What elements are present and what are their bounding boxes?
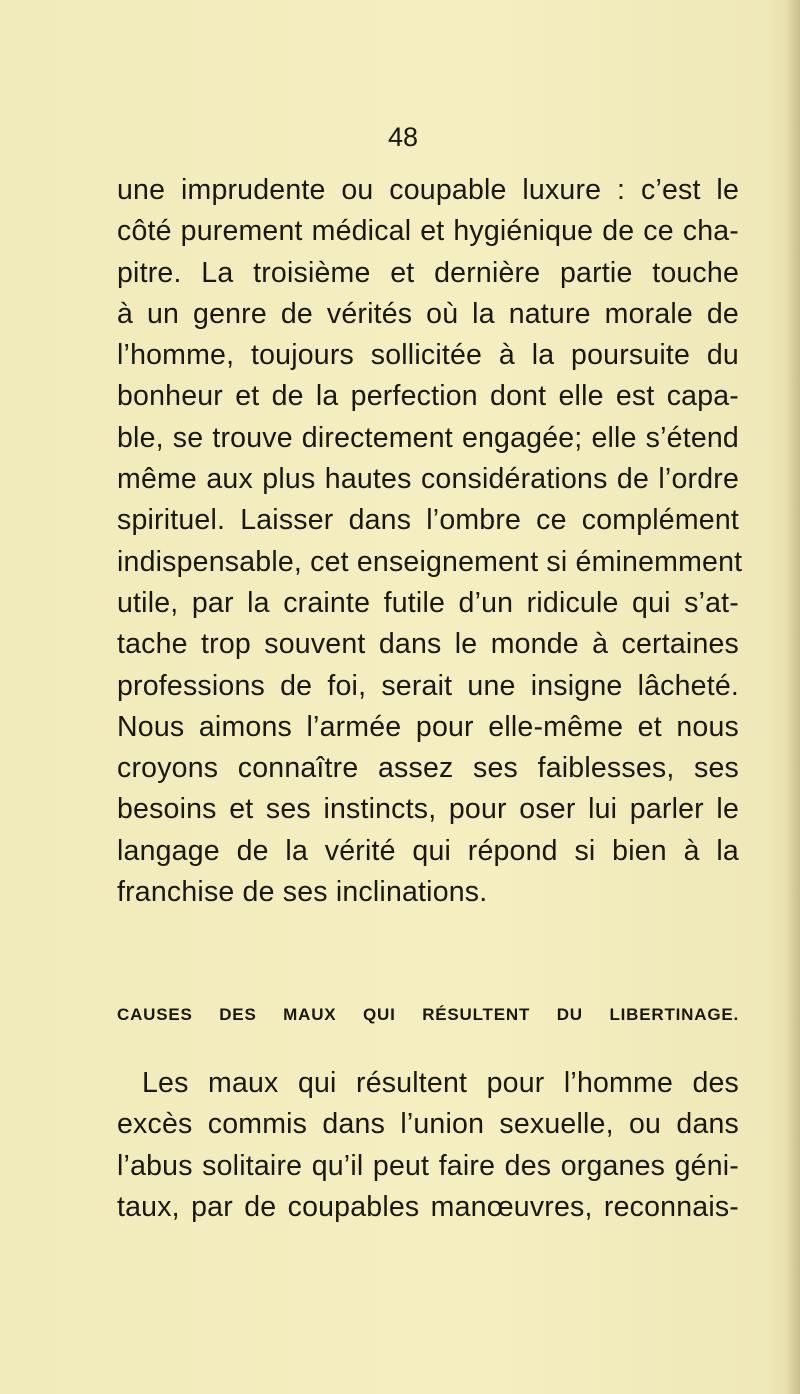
text-line: croyons connaître assez ses faiblesses, ses [117,752,739,785]
text-line: Les maux qui résultent pour l’homme des [142,1067,739,1099]
text-line: professions de foi, serait une insigne lâcheté. [117,669,739,702]
text-line: à un genre de vérités où la nature morale de [117,297,739,330]
section-heading: CAUSES DES MAUX QUI RÉSULTENT DU LIBERTINAGE. [117,1005,739,1024]
text-line: l’abus solitaire qu’il peut faire des organes géni- [117,1149,739,1182]
page-edge-shadow [786,0,800,1394]
text-line: bonheur et de la perfection dont elle est capa- [117,380,739,413]
text-line: côté purement médical et hygiénique de ce cha- [117,215,739,248]
text-line: taux, par de coupables manœuvres, reconnais- [117,1190,739,1223]
text-line: besoins et ses instincts, pour oser lui parler le [117,793,739,826]
text-line: utile, par la crainte futile d’un ridicule qui s’at- [117,586,739,619]
text-line: franchise de ses inclinations. [117,876,488,909]
paragraph-1 [117,170,743,913]
text-line: ble, se trouve directement engagée; elle s’étend [117,421,739,454]
paragraph-2 [117,1063,739,1228]
page-number: 48 [388,122,419,152]
text-line: Nous aimons l’armée pour elle-même et nous [117,710,739,743]
text-line: l’homme, toujours sollicitée à la poursuite du [117,339,739,372]
text-line: même aux plus hautes considérations de l’ordre [117,463,739,496]
text-line: indispensable, cet enseignement si éminemment [117,545,743,578]
text-line: pitre. La troisième et dernière partie touche [117,256,739,289]
text-line: une imprudente ou coupable luxure : c’est le [117,174,739,206]
text-line: spirituel. Laisser dans l’ombre ce complément [117,504,739,537]
text-line: langage de la vérité qui répond si bien à la [117,834,739,867]
text-line: tache trop souvent dans le monde à certaines [117,628,739,661]
text-line: excès commis dans l’union sexuelle, ou dans [117,1108,739,1141]
